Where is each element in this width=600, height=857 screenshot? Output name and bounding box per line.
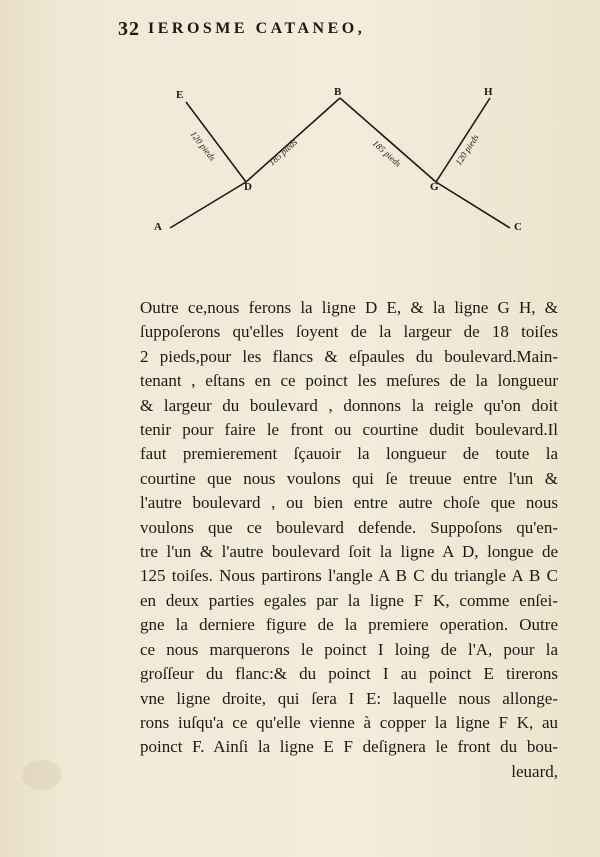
line-g-c	[436, 182, 510, 228]
label-a: A	[154, 221, 162, 233]
text-line: rons iuſqu'a ce qu'elle vienne à copper la ligne F K, au	[140, 712, 558, 732]
label-c: C	[514, 221, 522, 233]
text-line: groſſeur du flanc:& du poinct I au poinct E tirerons	[140, 664, 558, 684]
label-d: D	[244, 181, 252, 193]
text-line: en deux parties egales par la ligne F K, comme enſei-	[140, 590, 558, 610]
text-line: faut premierement ſçauoir la longueur de toute la	[140, 444, 558, 464]
label-e: E	[176, 89, 184, 101]
label-b: B	[334, 86, 342, 98]
text-line: ſuppoſerons qu'elles ſoyent de la largeur de 18 toiſes	[140, 322, 558, 342]
text-line: gne la derniere figure de la premiere operation. Outre	[140, 615, 558, 635]
label-h: H	[484, 86, 493, 98]
running-title: IEROSME CATANEO,	[148, 20, 366, 37]
text-line: 125 toiſes. Nous partirons l'angle A B C du triangle A B C	[140, 566, 558, 586]
text-line: poinct F. Ainſi la ligne E F deſignera le front du bou-	[140, 737, 558, 757]
line-b-g	[340, 98, 436, 182]
page-stain	[22, 760, 62, 790]
text-line: courtine que nous voulons qui ſe treuue entre l'un &	[140, 468, 558, 488]
label-g: G	[430, 181, 439, 193]
bastion-diagram-svg	[140, 80, 560, 250]
bastion-diagram	[140, 80, 560, 250]
text-line: vne ligne droite, qui ſera I E: laquelle nous allonge-	[140, 688, 558, 708]
text-line: ce nous marquerons le poinct I loing de l'A, pour la	[140, 639, 558, 659]
line-g-h	[436, 98, 490, 182]
text-line: voulons que ce boulevard defende. Suppoſons qu'en-	[140, 517, 558, 537]
page-number: 32	[118, 18, 140, 40]
text-line: tenir pour faire le front ou courtine dudit boulevard.Il	[140, 420, 558, 440]
measure-b-g: 185 pieds	[370, 138, 404, 169]
text-line: Outre ce,nous ferons la ligne D E, & la ligne G H, &	[140, 298, 558, 317]
line-a-d	[170, 182, 246, 228]
text-line: tenant , eſtans en ce poinct les meſures de la longueur	[140, 371, 558, 391]
page-header	[118, 18, 538, 44]
measure-e-d: 120 pieds	[188, 129, 218, 163]
text-line: tre l'un & l'autre boulevard ſoit la ligne A D, longue de	[140, 542, 558, 562]
text-line: leuard,	[511, 761, 558, 781]
body-text	[140, 296, 558, 784]
text-line: 2 pieds,pour les flancs & eſpaules du boulevard.Main-	[140, 346, 558, 366]
measure-g-h: 120 pieds	[453, 132, 481, 168]
text-line: l'autre boulevard , ou bien entre autre choſe que nous	[140, 493, 558, 513]
text-line: & largeur du boulevard , donnons la reigle qu'on doit	[140, 395, 558, 415]
measure-d-b: 185 pieds	[266, 136, 300, 168]
